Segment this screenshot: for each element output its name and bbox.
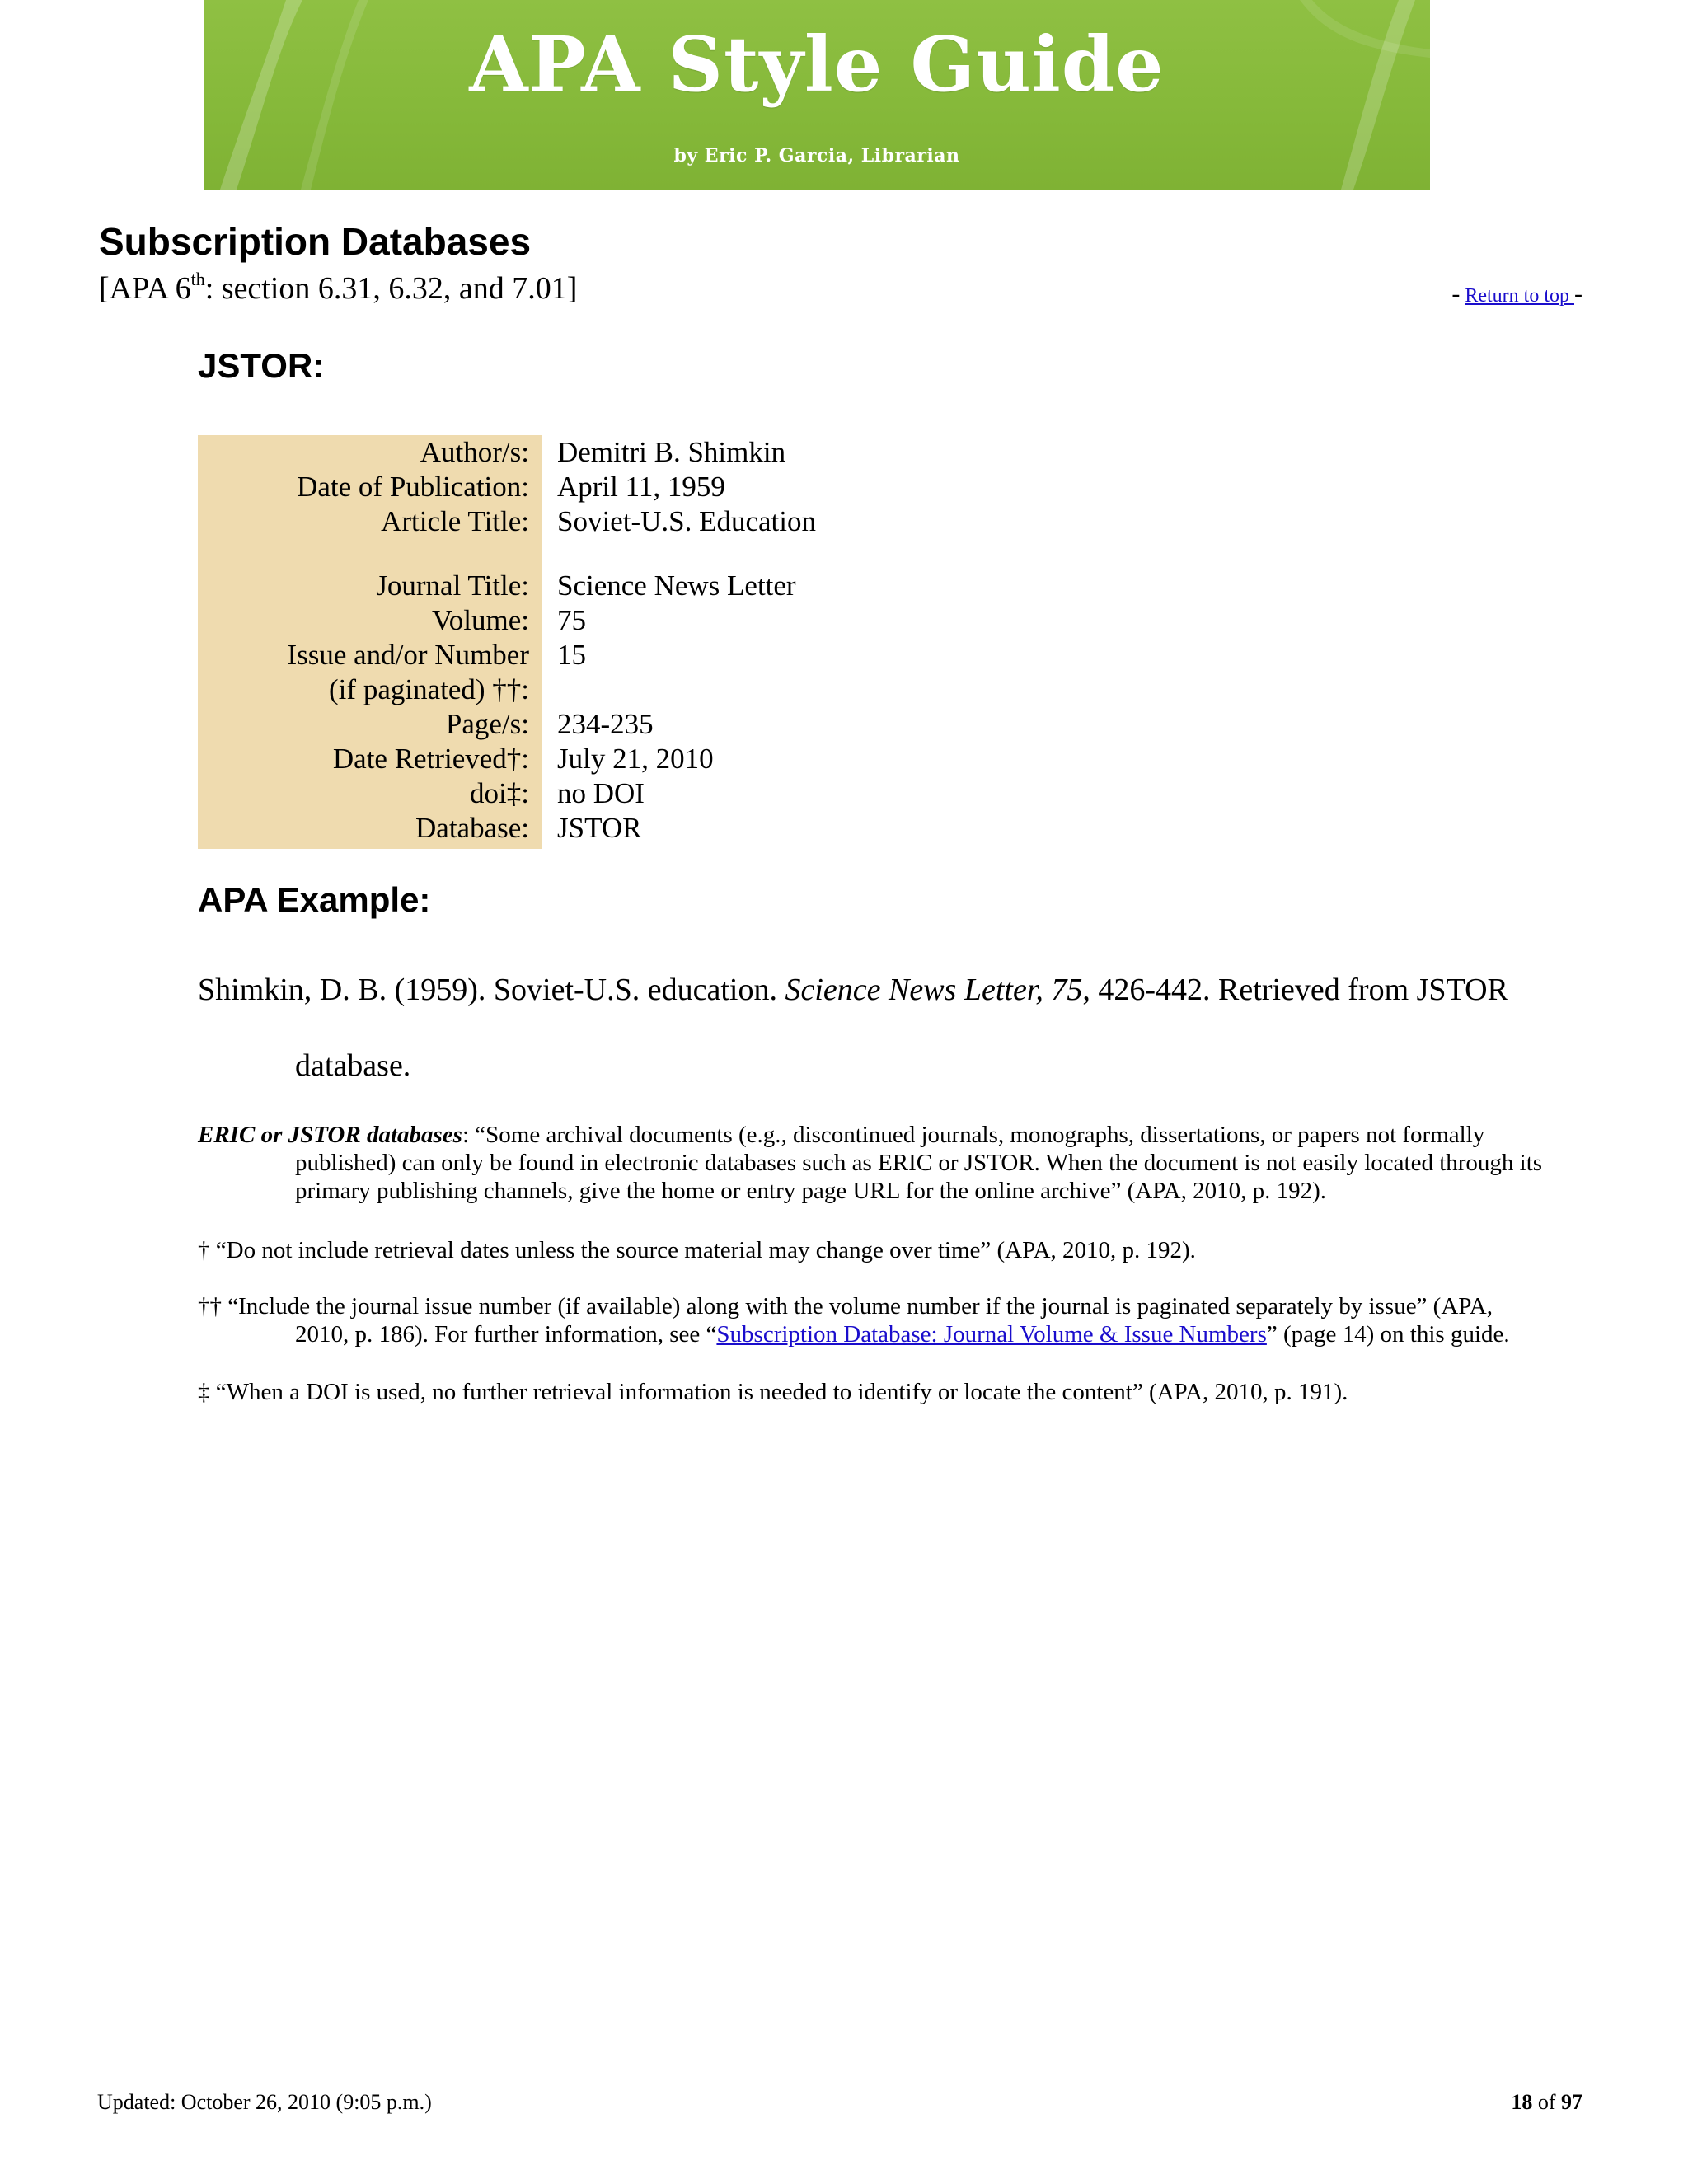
- section-reference: [APA 6th: section 6.31, 6.32, and 7.01]: [99, 269, 578, 306]
- field-label: Author/s:: [198, 435, 542, 470]
- jstor-heading: JSTOR:: [198, 346, 325, 385]
- field-value: [542, 673, 557, 707]
- field-value: Soviet-U.S. Education: [557, 505, 816, 537]
- field-value: Science News Letter: [557, 569, 796, 602]
- table-row: [198, 707, 1187, 742]
- banner-byline: by Eric P. Garcia, Librarian: [673, 145, 960, 166]
- page-title: Subscription Databases: [99, 220, 532, 263]
- table-row: [198, 776, 1187, 811]
- apa-example-heading: APA Example:: [198, 880, 431, 919]
- field-label: Date of Publication:: [198, 470, 542, 504]
- banner-title-reflection: [204, 56, 1430, 89]
- banner-title: APA Style Guide: [469, 20, 1165, 109]
- note-doi: ‡ “When a DOI is used, no further retrieval information is needed to identify or locate the content” (APA, 2010, p. 191).: [198, 1379, 1348, 1405]
- field-label: Page/s:: [198, 707, 542, 742]
- table-row: [198, 811, 1187, 849]
- return-to-top: - Return to top -: [1451, 280, 1582, 307]
- field-value: no DOI: [557, 777, 645, 809]
- note-dagger: † “Do not include retrieval dates unless the source material may change over time” (APA, 2010, p. 192).: [198, 1237, 1196, 1263]
- note-eric-jstor: ERIC or JSTOR databases: “Some archival documents (e.g., discontinued journals, monographs, dissertations, or papers not formally published) can only be found in electronic databases such as ERIC or JSTOR. When the document is not easily located through its primary publishing channels, give the home or entry page URL for the online archive” (APA, 2010, p. 192).: [198, 1122, 1543, 1204]
- table-row: [198, 470, 1187, 504]
- field-value: 15: [557, 639, 586, 671]
- note-double-dagger: †† “Include the journal issue number (if available) along with the volume number if the journal is paginated separately by issue” (APA, 2010, p. 186). For further information, see “Subscription Database: Journal Volume & Issue Numbers” (page 14) on this guide.: [198, 1293, 1510, 1347]
- citation-table: [198, 435, 1187, 849]
- field-value: 75: [557, 604, 586, 636]
- field-label: Database:: [198, 811, 542, 849]
- table-row: [198, 742, 1187, 776]
- table-row: [198, 673, 1187, 707]
- field-value: JSTOR: [557, 812, 642, 844]
- field-value: July 21, 2010: [557, 743, 714, 775]
- journal-volume-issue-link[interactable]: Subscription Database: Journal Volume & Issue Numbers: [716, 1321, 1267, 1347]
- field-label: Journal Title:: [198, 569, 542, 603]
- field-value: Demitri B. Shimkin: [557, 436, 786, 468]
- apa-reference: Shimkin, D. B. (1959). Soviet-U.S. education. Science News Letter, 75, 426-442. Retrieved from JSTOR database.: [198, 972, 1508, 1083]
- field-value: 234-235: [557, 708, 654, 740]
- table-row: [198, 435, 1187, 470]
- field-label: (if paginated) ††:: [198, 673, 542, 707]
- table-row: [198, 638, 1187, 673]
- field-value: April 11, 1959: [557, 471, 725, 503]
- field-label: Volume:: [198, 603, 542, 638]
- page-number: 18 of 97: [1511, 2090, 1582, 2114]
- field-label: Date Retrieved†:: [198, 742, 542, 776]
- table-row: [198, 603, 1187, 638]
- footer-updated: Updated: October 26, 2010 (9:05 p.m.): [97, 2090, 432, 2114]
- field-label: Article Title:: [198, 504, 542, 539]
- field-label: doi‡:: [198, 776, 542, 811]
- table-row: [198, 569, 1187, 603]
- return-to-top-link[interactable]: Return to top: [1465, 285, 1574, 307]
- header-banner: [204, 0, 1430, 190]
- table-spacer-row: [198, 539, 1187, 569]
- field-label: Issue and/or Number: [198, 638, 542, 673]
- table-row: [198, 504, 1187, 539]
